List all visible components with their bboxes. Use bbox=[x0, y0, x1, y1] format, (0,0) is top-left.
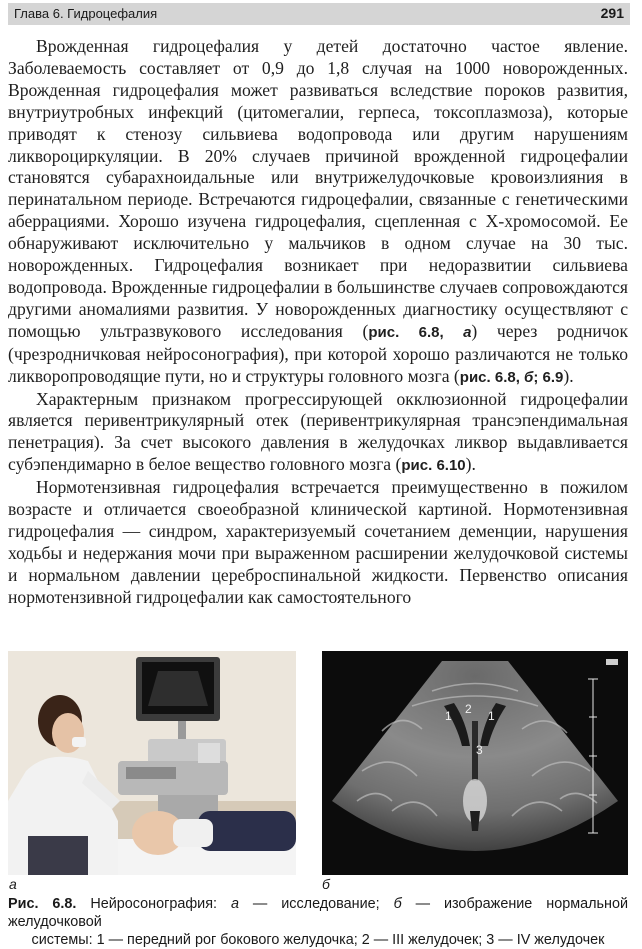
caption-text-1: Нейросонография: bbox=[76, 896, 231, 912]
paragraph-3-text-1: Нормотензивная гидроцефалия встречается преимущественно в пожилом возрасте и отличается своеобразной клинической картиной. Нормотензивная гидроцефалия — синдром, характеризуемый сочетанием деменции, нарушения ходьбы и недержания мочи при выраженном расширении желудочковой системы и нормальном давлении цереброспинальной жидкости. Первенство описания нормотензивной гидроцефалии как самостоятельного bbox=[8, 477, 628, 607]
page-number: 291 bbox=[600, 5, 624, 21]
examination-photo-illustration bbox=[8, 651, 296, 875]
paragraph-2 bbox=[8, 389, 628, 478]
us-label-3: 3 bbox=[476, 743, 483, 757]
paragraph-1-text-2: ) через родничок (чрезродничковая нейросонография), при которой хорошо различаются не только ликворопроводящие пути, но и структуры головного мозга ( bbox=[8, 320, 629, 386]
figure-ref-6-10[interactable]: рис. 6.10 bbox=[401, 457, 466, 475]
panel-b-letter: б bbox=[322, 876, 330, 892]
caption-label: Рис. 6.8. bbox=[8, 896, 77, 912]
figure-caption bbox=[8, 895, 628, 949]
figure-ref-6-8b-letter: б bbox=[524, 368, 534, 386]
caption-text-2: — исследование; bbox=[238, 896, 394, 912]
us-label-1-right: 1 bbox=[488, 709, 495, 723]
caption-text-3: — изображение нормальной желудочковой bbox=[8, 896, 628, 930]
figure-ref-6-8a-label: рис. 6.8, bbox=[368, 323, 464, 341]
caption-letter-b: б bbox=[393, 896, 402, 912]
figure-ref-6-8a-letter: а bbox=[463, 323, 472, 341]
paragraph-1-text-3: ). bbox=[563, 365, 574, 386]
figure-ref-6-9: ; 6.9 bbox=[533, 368, 564, 386]
caption-line-2: системы: 1 — передний рог бокового желудочка; 2 — III желудочек; 3 — IV желудочек bbox=[31, 932, 605, 948]
figure-6-8a-photo bbox=[8, 651, 296, 875]
figure-ref-6-8b[interactable] bbox=[460, 369, 564, 386]
us-label-1-left: 1 bbox=[445, 709, 452, 723]
paragraph-3 bbox=[8, 477, 628, 608]
paragraph-2-text-1: Характерным признаком прогрессирующей окклюзионной гидроцефалии является перивентрикулярный отек (перивентрикулярная трансэпендимальная пенетрация). За счет высокого давления в желудочках ликвор выдавливается субэпендимарно в белое вещество головного мозга ( bbox=[8, 388, 628, 475]
panel-a-letter: а bbox=[9, 876, 17, 892]
running-header bbox=[8, 3, 630, 25]
ultrasound-image bbox=[322, 651, 628, 875]
us-label-2: 2 bbox=[465, 702, 472, 716]
paragraph-1 bbox=[8, 36, 628, 389]
figure-6-8b-ultrasound bbox=[322, 651, 628, 875]
caption-letter-a: а bbox=[230, 896, 239, 912]
chapter-title: Глава 6. Гидроцефалия bbox=[14, 6, 158, 21]
body-text bbox=[8, 36, 628, 609]
paragraph-2-text-2: ). bbox=[465, 454, 476, 475]
figure-ref-6-8a[interactable] bbox=[368, 324, 471, 341]
figure-ref-6-8b-label: рис. 6.8, bbox=[459, 368, 525, 386]
paragraph-1-text-1: Врожденная гидроцефалия у детей достаточно частое явление. Заболеваемость составляет от 0,9 до 1,8 случая на 1000 новорожденных. Врожденная гидроцефалия может развиваться вследствие пороков развития, внутриутробных инфекций (цитомегалии, герпеса, токсоплазмоза), которые приводят к стенозу сильвиева водопровода или другим нарушениям ликвороциркуляции. В 20% случаев причиной врожденной гидроцефалии становятся субарахноидальные или внутрижелудочковые кровоизлияния в перинатальном периоде. Встречаются гидроцефалии, связанные с генетическими аберрациями. Хорошо изучена гидроцефалия, сцепленная с Х-хромосомой. Ее обнаруживают исключительно у мальчиков в одном случае на 30 тыс. новорожденных. Гидроцефалия возникает при недоразвитии сильвиева водопровода. Врожденные гидроцефалии в большинстве случаев сопровождаются другими аномалиями развития. У новорожденных диагностику осуществляют с помощью ультразвукового исследования ( bbox=[8, 36, 628, 341]
